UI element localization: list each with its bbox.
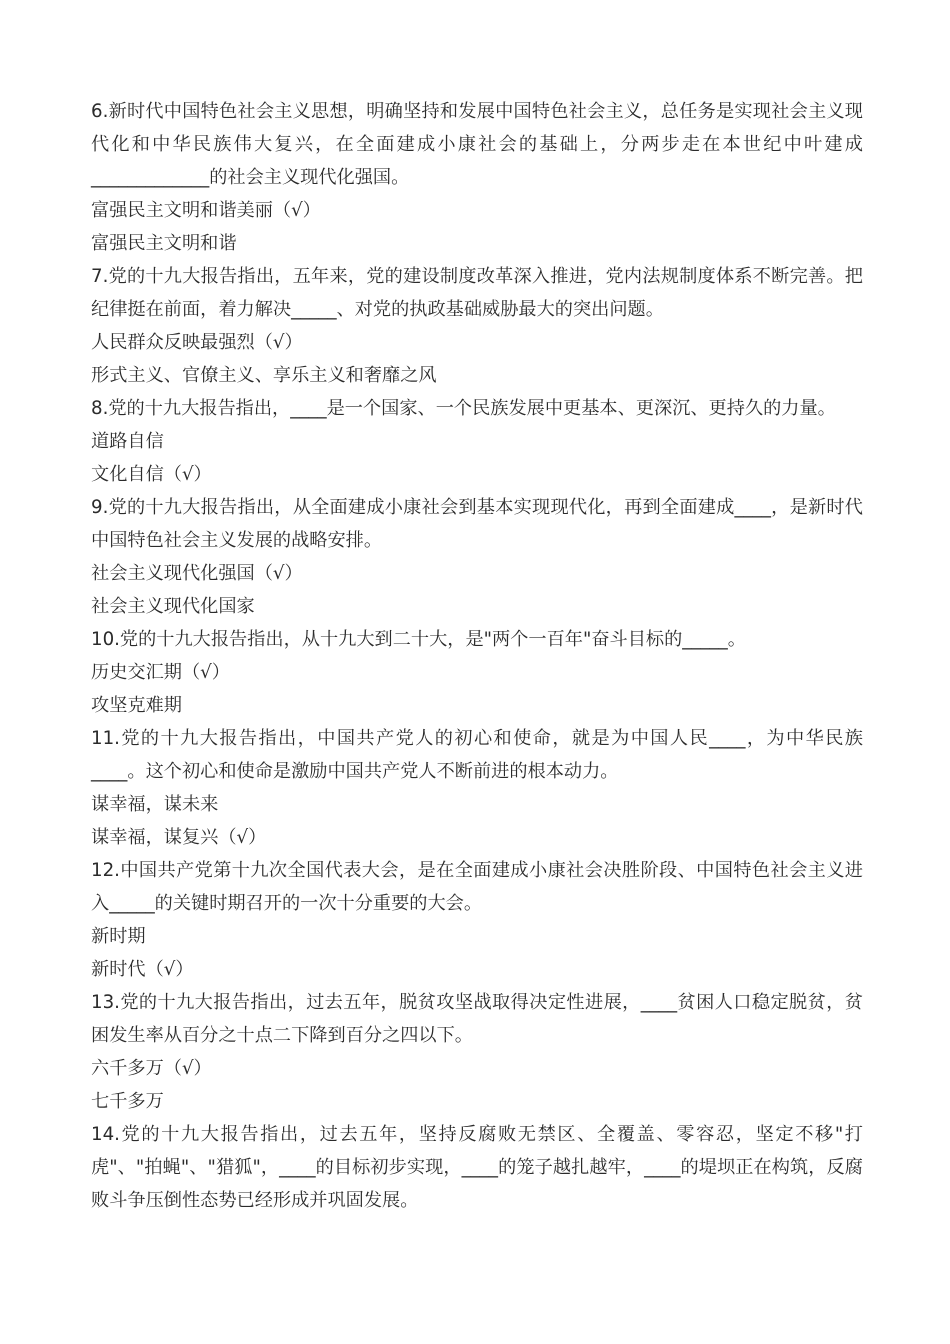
option-9a: 社会主义现代化强国（√） [91, 563, 303, 584]
option-12b: 新时代（√） [91, 959, 194, 980]
option-11b: 谋幸福，谋复兴（√） [91, 827, 267, 848]
question-12: 12.中国共产党第十九次全国代表大会，是在全面建成小康社会决胜阶段、中国特色社会主义进入_____的关键时期召开的一次十分重要的大会。 [91, 860, 863, 914]
question-10: 10.党的十九大报告指出，从十九大到二十大，是"两个一百年"奋斗目标的_____。 [91, 629, 746, 650]
option-10a: 历史交汇期（√） [91, 662, 230, 683]
quiz-document [91, 95, 863, 1217]
option-6a: 富强民主文明和谐美丽（√） [91, 200, 321, 221]
question-9: 9.党的十九大报告指出，从全面建成小康社会到基本实现现代化，再到全面建成____，是新时代中国特色社会主义发展的战略安排。 [91, 497, 863, 551]
option-7a: 人民群众反映最强烈（√） [91, 332, 303, 353]
question-11: 11.党的十九大报告指出，中国共产党人的初心和使命，就是为中国人民____，为中华民族____。这个初心和使命是激励中国共产党人不断前进的根本动力。 [91, 728, 863, 782]
question-8: 8.党的十九大报告指出，____是一个国家、一个民族发展中更基本、更深沉、更持久的力量。 [91, 398, 836, 419]
option-13a: 六千多万（√） [91, 1058, 212, 1079]
option-8a: 道路自信 [91, 431, 164, 452]
option-7b: 形式主义、官僚主义、享乐主义和奢靡之风 [91, 365, 437, 386]
option-8b: 文化自信（√） [91, 464, 212, 485]
option-6b: 富强民主文明和谐 [91, 233, 237, 254]
option-10b: 攻坚克难期 [91, 695, 182, 716]
question-6: 6.新时代中国特色社会主义思想，明确坚持和发展中国特色社会主义，总任务是实现社会主义现代化和中华民族伟大复兴，在全面建成小康社会的基础上，分两步走在本世纪中叶建成_____________的社会主义现代化强国。 [91, 101, 863, 188]
question-7: 7.党的十九大报告指出，五年来，党的建设制度改革深入推进，党内法规制度体系不断完善。把纪律挺在前面，着力解决_____、对党的执政基础威胁最大的突出问题。 [91, 266, 863, 320]
option-13b: 七千多万 [91, 1091, 164, 1112]
option-12a: 新时期 [91, 926, 146, 947]
option-11a: 谋幸福，谋未来 [91, 794, 219, 815]
option-9b: 社会主义现代化国家 [91, 596, 255, 617]
question-14: 14.党的十九大报告指出，过去五年，坚持反腐败无禁区、全覆盖、零容忍，坚定不移"打虎"、"拍蝇"、"猎狐"，____的目标初步实现，____的笼子越扎越牢，____的堤坝正在构筑，反腐败斗争压倒性态势已经形成并巩固发展。 [91, 1124, 863, 1211]
question-13: 13.党的十九大报告指出，过去五年，脱贫攻坚战取得决定性进展，____贫困人口稳定脱贫，贫困发生率从百分之十点二下降到百分之四以下。 [91, 992, 863, 1046]
